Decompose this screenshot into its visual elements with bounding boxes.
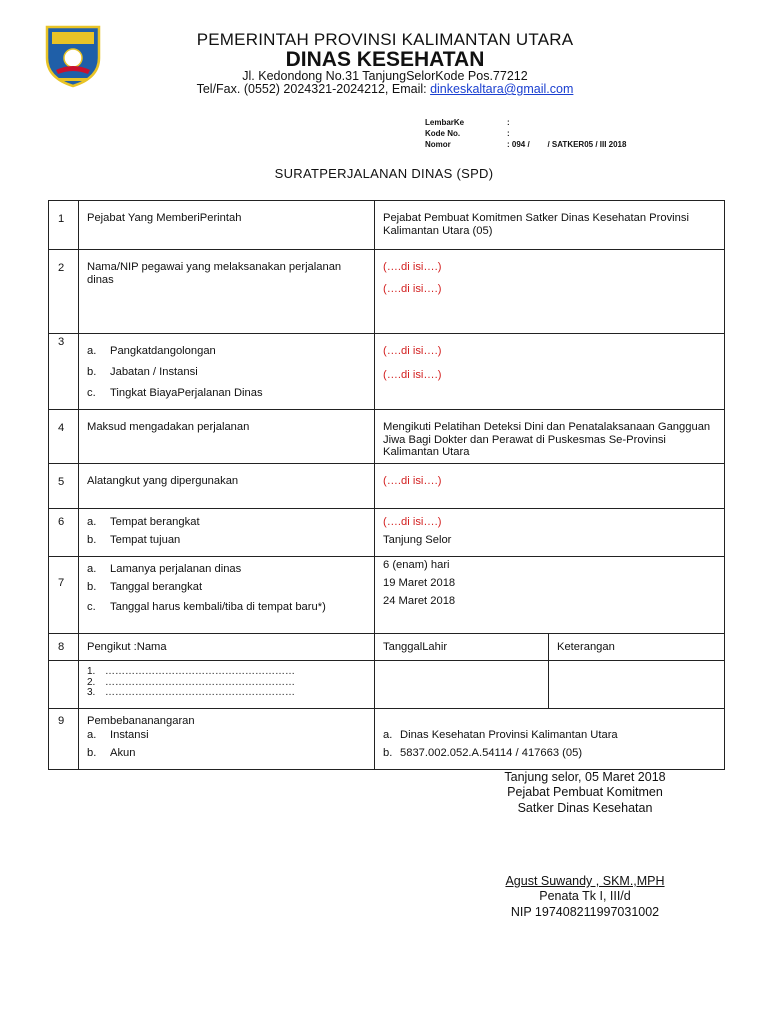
empty-cell [549,661,725,709]
ref-lembar-label: LembarKe [425,118,465,127]
ref-nomor [425,140,626,149]
table-row [49,509,725,557]
ref-nomor-label: Nomor [425,140,451,149]
list-item: 1. ………………………………………………… [87,666,295,677]
table-row [49,709,725,770]
list-item: a. Tempat berangkat [87,516,200,529]
letterhead-agency: DINAS KESEHATAN [285,48,485,71]
departure-date: 19 Maret 2018 [383,576,456,589]
ref-lembar-value: : [507,118,510,127]
placeholder-text: (….di isi….) [383,345,442,357]
destination-value: Tanjung Selor [383,534,452,547]
row-number: 9 [49,709,79,770]
ref-kode-value: : [507,129,510,138]
ref-lembar [425,118,510,127]
list-item: b. Jabatan / Instansi [87,365,198,378]
row-value [375,509,725,557]
list-item: a. Instansi [87,728,149,741]
list-item: b. 5837.002.052.A.54114 / 417663 (05) [383,746,583,759]
row-label: Nama/NIP pegawai yang melaksanakan perjalanan dinas [79,250,375,334]
row-label: Maksud mengadakan perjalanan [79,409,375,464]
empty-cell [49,661,79,709]
placeholder-text: (….di isi….) [383,516,442,529]
table-row [49,557,725,634]
budget-label: Pembebananangaran [87,715,195,727]
signature-role: Pejabat Pembuat Komitmen [507,785,663,799]
signatory-nip: NIP 197408211997031002 [510,905,660,919]
signatory-name: Agust Suwandy , SKM.,MPH [505,874,665,888]
table-row [49,334,725,410]
row-label: Alatangkut yang dipergunakan [79,464,375,509]
signature-unit: Satker Dinas Kesehatan [517,801,653,815]
contact-phone: Tel/Fax. (0552) 2024321-2024212, Email: [196,82,431,96]
followers-list [79,661,375,709]
row-label [79,709,375,770]
row-number: 2 [49,250,79,334]
row-label [79,334,375,410]
list-item: b. Akun [87,746,136,759]
ref-nomor-value: : 094 / / SATKER05 / III 2018 [507,140,627,149]
row-number: 4 [49,409,79,464]
letterhead-contact [150,82,620,96]
ref-kode [425,129,510,138]
row-value: Mengikuti Pelatihan Deteksi Dini dan Penatalaksanaan Gangguan Jiwa Bagi Dokter dan Perawat di Puskesmas Se-Provinsi Kalimantan Utara [375,409,725,464]
row-value [375,709,725,770]
ref-kode-label: Kode No. [425,129,461,138]
return-date: 24 Maret 2018 [383,594,456,607]
list-item: a. Pangkatdangolongan [87,345,216,357]
birthdate-header: TanggalLahir [375,634,549,661]
row-label: Pengikut :Nama [79,634,375,661]
row-number: 1 [49,201,79,250]
row-value [375,250,725,334]
letterhead-province: PEMERINTAH PROVINSI KALIMANTAN UTARA [196,30,574,49]
row-value: Pejabat Pembuat Komitmen Satker Dinas Kesehatan Provinsi Kalimantan Utara (05) [375,201,725,250]
row-number: 5 [49,464,79,509]
table-row [49,250,725,334]
placeholder-text: (….di isi….) [383,261,442,273]
row-label: Pejabat Yang MemberiPerintah [79,201,375,250]
placeholder-text: (….di isi….) [383,368,442,381]
email-link[interactable]: dinkeskaltara@gmail.com [430,82,574,96]
placeholder-text: (….di isi….) [383,282,442,295]
list-item: 3. ………………………………………………… [87,687,295,698]
signatory-rank: Penata Tk I, III/d [539,889,631,903]
row-number: 3 [49,334,79,410]
row-number: 6 [49,509,79,557]
table-row [49,201,725,250]
row-number: 8 [49,634,79,661]
letterhead-address: Jl. Kedondong No.31 TanjungSelorKode Pos.77212 [242,69,528,83]
row-label [79,557,375,634]
list-item: b. Tempat tujuan [87,534,181,547]
row-label [79,509,375,557]
signature-place-date: Tanjung selor, 05 Maret 2018 [504,770,666,784]
document-title: SURATPERJALANAN DINAS (SPD) [274,166,494,181]
list-item: a. Dinas Kesehatan Provinsi Kalimantan Utara [383,729,618,741]
empty-cell [375,661,549,709]
duration-value: 6 (enam) hari [383,559,450,571]
list-item: c. Tingkat BiayaPerjalanan Dinas [87,386,263,399]
provincial-emblem-logo [44,22,102,88]
notes-header: Keterangan [549,634,725,661]
list-item: 2. ………………………………………………… [87,676,295,688]
list-item: b. Tanggal berangkat [87,580,203,593]
row-value [375,334,725,410]
table-row [49,464,725,509]
list-item: a. Lamanya perjalanan dinas [87,563,242,575]
table-row [49,409,725,464]
spd-table [48,200,725,770]
table-row [49,661,725,709]
table-row [49,634,725,661]
list-item: c. Tanggal harus kembali/tiba di tempat baru*) [87,600,326,613]
row-value [375,557,725,634]
placeholder-text: (….di isi….) [375,464,725,509]
row-number: 7 [49,557,79,634]
